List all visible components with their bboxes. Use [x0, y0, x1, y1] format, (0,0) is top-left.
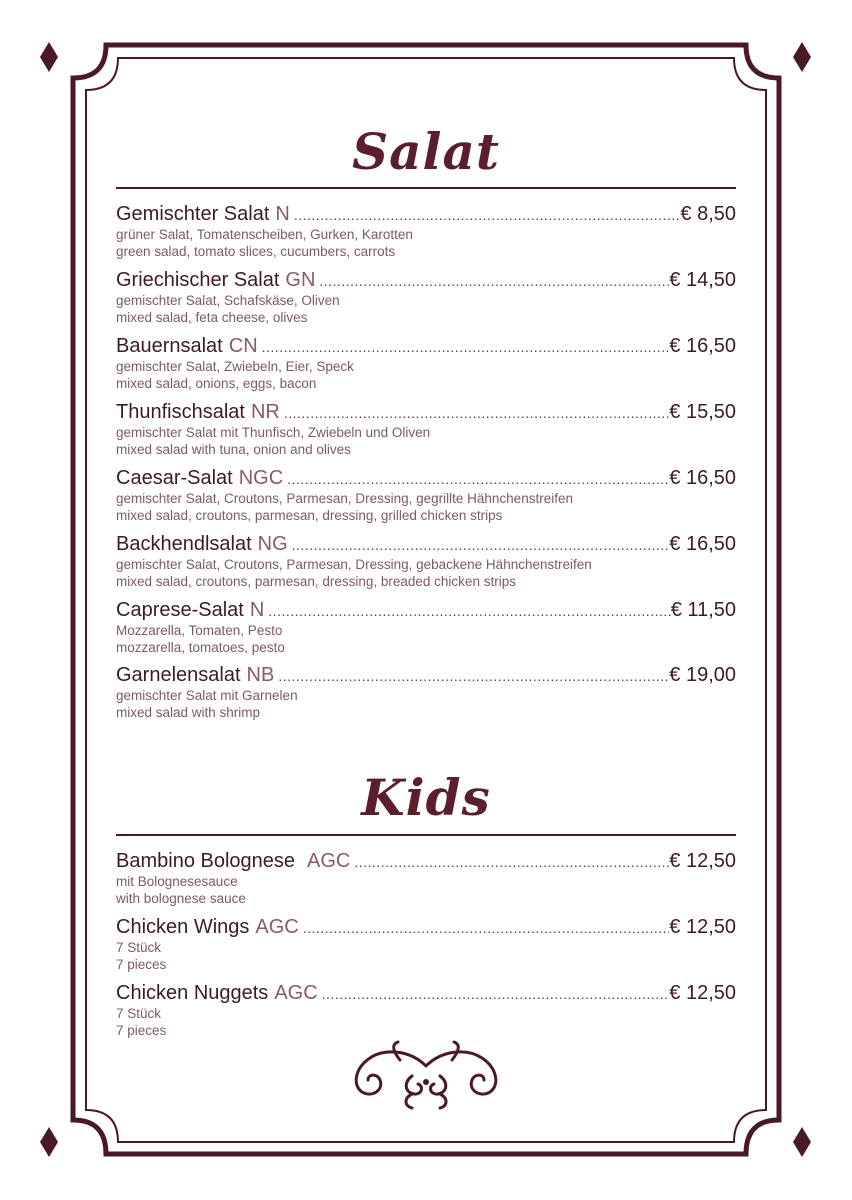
item-description-en: 7 pieces	[116, 957, 167, 972]
item-name: Chicken Nuggets	[116, 982, 269, 1004]
item-price: € 15,50	[669, 401, 736, 423]
item-allergen-code: GN	[285, 269, 316, 291]
menu-item	[116, 664, 736, 721]
menu-item	[116, 335, 736, 392]
item-allergen-code: N	[249, 599, 265, 621]
item-price: € 11,50	[670, 599, 736, 621]
item-name: Chicken Wings	[116, 916, 250, 938]
item-description-de: gemischter Salat mit Thunfisch, Zwiebeln und Oliven	[116, 425, 431, 440]
item-allergen-code: NB	[246, 664, 275, 686]
item-description-en: green salad, tomato slices, cucumbers, carrots	[116, 244, 396, 259]
item-price: € 12,50	[669, 982, 736, 1004]
item-allergen-code: NGC	[238, 467, 284, 489]
item-description-en: mixed salad, feta cheese, olives	[116, 310, 308, 325]
item-description-en: mixed salad, croutons, parmesan, dressing, grilled chicken strips	[116, 508, 503, 523]
item-description-de: Mozzarella, Tomaten, Pesto	[116, 623, 283, 638]
item-description-de: gemischter Salat, Schafskäse, Oliven	[116, 293, 340, 308]
item-price: € 12,50	[669, 916, 736, 938]
menu-item	[116, 203, 736, 260]
menu-item	[116, 467, 736, 524]
dot-leader	[284, 402, 669, 424]
menu-item	[116, 599, 736, 656]
item-name: Griechischer Salat	[116, 269, 280, 291]
dot-leader	[268, 600, 670, 622]
item-price: € 16,50	[669, 335, 736, 357]
item-description-de: mit Bolognesesauce	[116, 874, 238, 889]
menu-item	[116, 916, 736, 973]
item-allergen-code: NG	[257, 533, 288, 555]
menu-item	[116, 533, 736, 590]
item-description-de: gemischter Salat, Croutons, Parmesan, Dressing, gebackene Hähnchenstreifen	[116, 557, 592, 572]
item-description-en: mixed salad with shrimp	[116, 705, 261, 720]
item-name: Caesar-Salat	[116, 467, 233, 489]
menu-item	[116, 982, 736, 1039]
item-price: € 19,00	[669, 664, 736, 686]
menu-item	[116, 401, 736, 458]
item-description-de: 7 Stück	[116, 940, 162, 955]
dot-leader	[303, 917, 670, 939]
item-description-de: gemischter Salat, Zwiebeln, Eier, Speck	[116, 359, 354, 374]
dot-leader	[294, 204, 681, 226]
corner-diamond-icon	[793, 1127, 811, 1157]
item-description-en: mixed salad, croutons, parmesan, dressing, breaded chicken strips	[116, 574, 516, 589]
corner-diamond-icon	[40, 42, 58, 72]
item-allergen-code: N	[275, 203, 290, 225]
item-name: Caprese-Salat	[116, 599, 244, 621]
item-allergen-code: AGC	[274, 982, 318, 1004]
dot-leader	[319, 270, 669, 292]
section-divider	[116, 187, 736, 189]
item-price: € 8,50	[680, 203, 736, 225]
item-description-de: 7 Stück	[116, 1006, 162, 1021]
item-name: Backhendlsalat	[116, 533, 252, 555]
item-description-en: with bolognese sauce	[116, 891, 246, 906]
item-name: Garnelensalat	[116, 664, 241, 686]
item-name: Thunfischsalat	[116, 401, 245, 423]
item-allergen-code: CN	[228, 335, 258, 357]
item-name: Bauernsalat	[116, 335, 223, 357]
item-description-en: mixed salad with tuna, onion and olives	[116, 442, 351, 457]
item-description-en: 7 pieces	[116, 1023, 167, 1038]
section-title-kids: Kids	[361, 768, 491, 827]
dot-leader	[292, 534, 670, 556]
corner-diamond-icon	[793, 42, 811, 72]
section-divider	[116, 834, 736, 836]
dot-leader	[287, 468, 669, 490]
dot-leader	[278, 665, 669, 687]
item-description-de: gemischter Salat, Croutons, Parmesan, Dressing, gegrillte Hähnchenstreifen	[116, 491, 573, 506]
item-description-en: mozzarella, tomatoes, pesto	[116, 640, 285, 655]
menu-item	[116, 850, 736, 907]
item-allergen-code: AGC	[255, 916, 299, 938]
item-price: € 16,50	[669, 467, 736, 489]
section-title-salat: Salat	[352, 122, 500, 181]
item-allergen-code: NR	[250, 401, 280, 423]
corner-diamond-icon	[40, 1127, 58, 1157]
ornament-flourish-icon	[356, 1042, 496, 1108]
item-name: Gemischter Salat	[116, 203, 270, 225]
dot-leader	[262, 336, 670, 358]
item-price: € 16,50	[669, 533, 736, 555]
item-price: € 12,50	[669, 850, 736, 872]
item-allergen-code: AGC	[307, 850, 351, 872]
item-name: Bambino Bolognese	[116, 850, 296, 872]
item-description-de: gemischter Salat mit Garnelen	[116, 688, 298, 703]
menu-item	[116, 269, 736, 326]
dot-leader	[322, 983, 670, 1005]
item-description-de: grüner Salat, Tomatenscheiben, Gurken, Karotten	[116, 227, 413, 242]
item-description-en: mixed salad, onions, eggs, bacon	[116, 376, 317, 391]
item-price: € 14,50	[669, 269, 736, 291]
dot-leader	[354, 851, 669, 873]
